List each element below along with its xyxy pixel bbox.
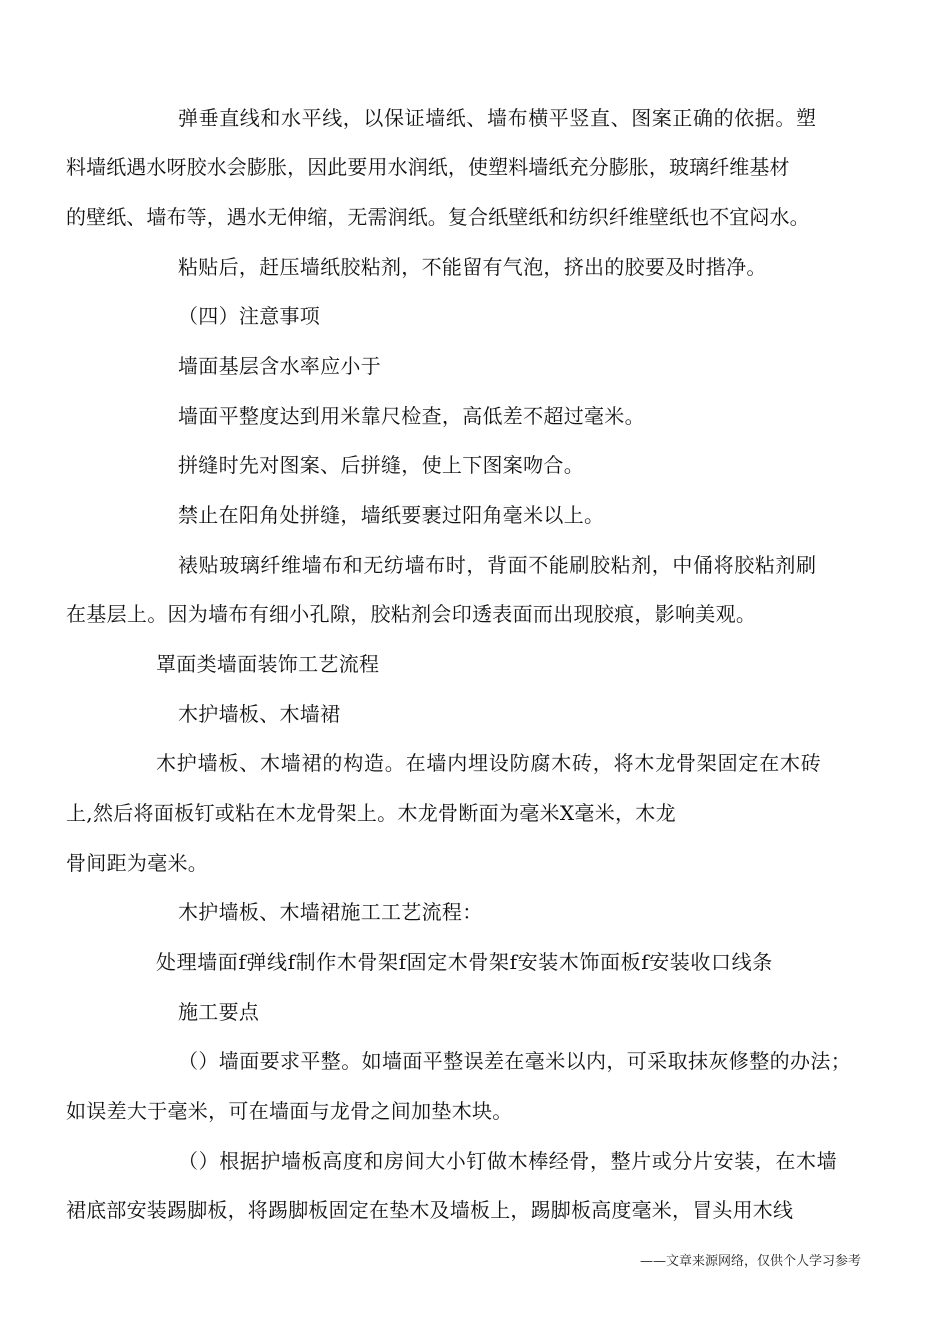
- text-line-2: 料墙纸遇水呀胶水会膨胀，因此要用水润纸，使塑料墙纸充分膨胀，玻璃纤维基材: [66, 155, 790, 179]
- text-line-4: 粘贴后，赶压墙纸胶粘剂，不能留有气泡，挤出的胶要及时揩净。: [178, 255, 767, 279]
- text-line-1: 弹垂直线和水平线，以保证墙纸、墙布横平竖直、图案正确的依据。塑: [178, 106, 817, 130]
- subheading-wood-panel: 木护墙板、木墙裙: [178, 702, 341, 726]
- text-line-16: 骨间距为毫米。: [66, 851, 209, 875]
- text-line-21: 如误差大于毫米，可在墙面与龙骨之间加垫木块。: [66, 1099, 513, 1123]
- text-line-15: 上,然后将面板钉或粘在木龙骨架上。木龙骨断面为毫米X毫米，木龙: [66, 801, 676, 825]
- text-line-9: 禁止在阳角处拼缝，墙纸要裹过阳角毫米以上。: [178, 503, 605, 527]
- text-line-3: 的壁纸、墙布等，遇水无伸缩，无需润纸。复合纸壁纸和纺织纤维壁纸也不宜闷水。: [66, 205, 810, 229]
- footer-note: ——文章来源网络，仅供个人学习参考: [640, 1254, 862, 1269]
- text-line-22: （）根据护墙板高度和房间大小钉做木棒经骨，整片或分片安装，在木墙: [178, 1149, 838, 1173]
- text-line-14: 木护墙板、木墙裙的构造。在墙内埋设防腐木砖，将木龙骨架固定在木砖: [156, 751, 822, 775]
- text-line-10: 裱贴玻璃纤维墙布和无纺墙布时，背面不能刷胶粘剂，中俑将胶粘剂刷: [178, 553, 817, 577]
- text-line-23: 裙底部安装踢脚板，将踢脚板固定在垫木及墙板上，踢脚板高度毫米，冒头用木线: [66, 1198, 794, 1222]
- text-line-8: 拼缝时先对图案、后拼缝，使上下图案吻合。: [178, 453, 584, 477]
- section-heading-precautions: （四）注意事项: [178, 304, 321, 328]
- text-line-6: 墙面基层含水率应小于: [178, 354, 381, 378]
- text-line-11: 在基层上。因为墙布有细小孔隙，胶粘剂会印透表面而出现胶痕，影响美观。: [66, 602, 757, 626]
- subheading-key-points: 施工要点: [178, 1000, 260, 1024]
- text-line-20: （）墙面要求平整。如墙面平整误差在毫米以内，可采取抹灰修整的办法；: [178, 1049, 852, 1073]
- section-heading-cladding: 罩面类墙面装饰工艺流程: [156, 652, 380, 676]
- text-line-process-flow: 处理墙面f弹线f制作木骨架f固定木骨架f安装木饰面板f安装收口线条: [156, 950, 773, 974]
- text-line-17: 木护墙板、木墙裙施工工艺流程：: [178, 900, 483, 924]
- text-line-7: 墙面平整度达到用米靠尺检查，高低差不超过毫米。: [178, 404, 645, 428]
